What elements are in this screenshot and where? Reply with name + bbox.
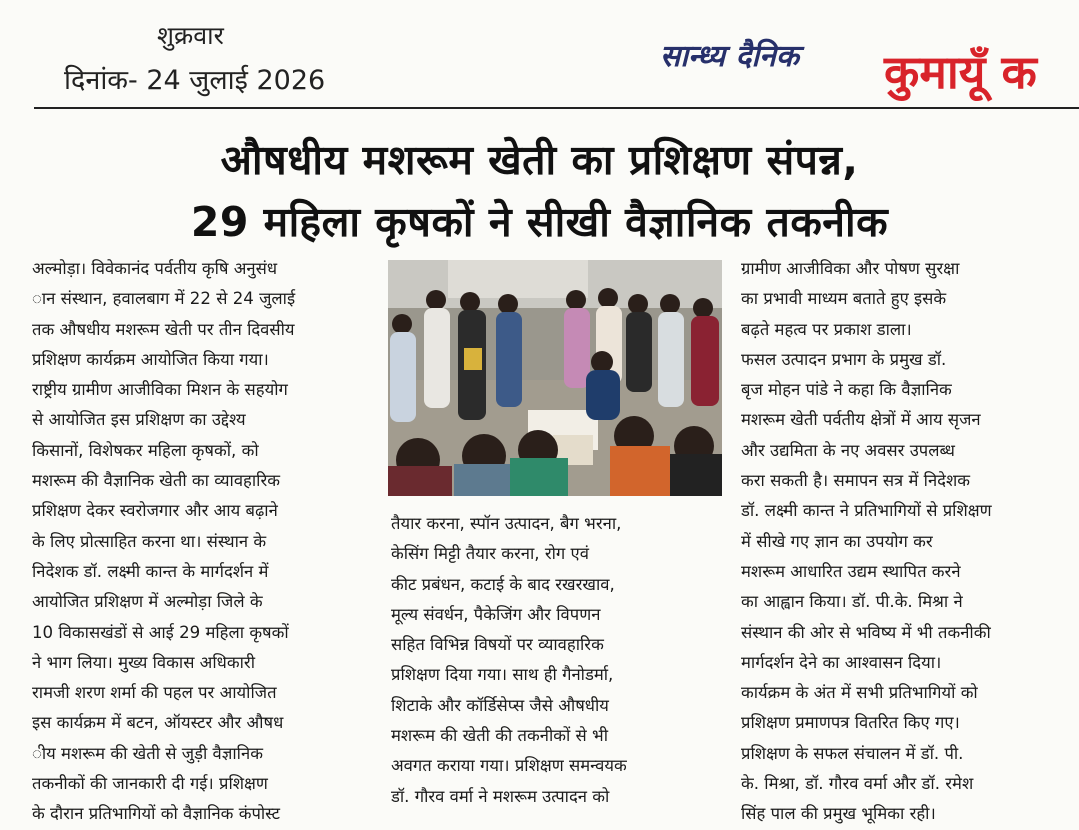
- article-column-3: [741, 254, 1057, 830]
- article-photo: [388, 260, 722, 496]
- text-line: मूल्य संवर्धन, पैकेजिंग और विपणन: [391, 604, 601, 624]
- text-line: के. मिश्रा, डॉ. गौरव वर्मा और डॉ. रमेश: [741, 774, 974, 794]
- text-line: कार्यक्रम के अंत में सभी प्रतिभागियों को: [741, 683, 978, 703]
- text-line: राष्ट्रीय ग्रामीण आजीविका मिशन के सहयोग: [32, 380, 288, 400]
- masthead-divider: [34, 107, 1079, 109]
- masthead-day: शुक्रवार: [157, 21, 224, 50]
- text-line: 10 विकासखंडों से आई 29 महिला कृषकों: [32, 622, 289, 642]
- text-line: अवगत कराया गया। प्रशिक्षण समन्वयक: [391, 756, 627, 776]
- text-line: प्रशिक्षण के सफल संचालन में डॉ. पी.: [741, 743, 964, 763]
- text-line: प्रशिक्षण देकर स्वरोजगार और आय बढ़ाने: [32, 501, 278, 521]
- training-group-photo: [388, 260, 722, 496]
- masthead-date: दिनांक- 24 जुलाई 2026: [64, 65, 326, 96]
- text-line: ने भाग लिया। मुख्य विकास अधिकारी: [32, 652, 255, 672]
- text-line: बृज मोहन पांडे ने कहा कि वैज्ञानिक: [741, 380, 952, 400]
- text-line: तकनीकों की जानकारी दी गई। प्रशिक्षण: [32, 774, 268, 794]
- text-line: किसानों, विशेषकर महिला कृषकों, को: [32, 440, 259, 460]
- newspaper-name: कुमायूँ क: [884, 45, 1037, 99]
- text-line: कीट प्रबंधन, कटाई के बाद रखरखाव,: [391, 574, 615, 594]
- text-line: मार्गदर्शन देने का आश्वासन दिया।: [741, 652, 942, 672]
- text-line: संस्थान की ओर से भविष्य में भी तकनीकी: [741, 622, 991, 642]
- headline-line-1: औषधीय मशरूम खेती का प्रशिक्षण संपन्न,: [220, 136, 859, 184]
- text-line: सहित विभिन्न विषयों पर व्यावहारिक: [391, 635, 604, 655]
- text-line: के दौरान प्रतिभागियों को वैज्ञानिक कंपोस्ट: [32, 804, 280, 824]
- text-line: तैयार करना, स्पॉन उत्पादन, बैग भरना,: [391, 514, 622, 533]
- text-line: ान संस्थान, हवालबाग में 22 से 24 जुलाई: [32, 289, 296, 309]
- text-line: सिंह पाल की प्रमुख भूमिका रही।: [741, 804, 936, 824]
- text-line: मशरूम आधारित उद्यम स्थापित करने: [741, 561, 961, 581]
- text-line: करा सकती है। समापन सत्र में निदेशक: [741, 471, 971, 491]
- text-line: और उद्यमिता के नए अवसर उपलब्ध: [741, 440, 955, 460]
- article-column-2: [391, 509, 705, 812]
- text-line: आयोजित प्रशिक्षण में अल्मोड़ा जिले के: [32, 592, 263, 612]
- text-line: मशरूम की वैज्ञानिक खेती का व्यावहारिक: [32, 471, 280, 491]
- text-line: का आह्वान किया। डॉ. पी.के. मिश्रा ने: [741, 592, 963, 612]
- text-line: का प्रभावी माध्यम बताते हुए इसके: [741, 289, 947, 309]
- text-line: के लिए प्रोत्साहित करना था। संस्थान के: [32, 531, 267, 551]
- text-line: ग्रामीण आजीविका और पोषण सुरक्षा: [741, 259, 960, 278]
- text-line: ीय मशरूम की खेती से जुड़ी वैज्ञानिक: [32, 743, 263, 763]
- text-line: से आयोजित इस प्रशिक्षण का उद्देश्य: [32, 410, 246, 430]
- text-line: प्रशिक्षण दिया गया। साथ ही गैनोडर्मा,: [391, 665, 614, 685]
- text-line: मशरूम खेती पर्वतीय क्षेत्रों में आय सृजन: [741, 410, 981, 430]
- article-column-1: [32, 254, 368, 830]
- text-line: फसल उत्पादन प्रभाग के प्रमुख डॉ.: [741, 349, 947, 369]
- text-line: में सीखे गए ज्ञान का उपयोग कर: [741, 531, 933, 551]
- headline-line-2: 29 महिला कृषकों ने सीखी वैज्ञानिक तकनीक: [190, 198, 889, 246]
- text-line: प्रशिक्षण प्रमाणपत्र वितरित किए गए।: [741, 713, 960, 733]
- text-line: अल्मोड़ा। विवेकानंद पर्वतीय कृषि अनुसंध: [32, 259, 278, 278]
- text-line: तक औषधीय मशरूम खेती पर तीन दिवसीय: [32, 319, 295, 339]
- newspaper-tagline: सान्ध्य दैनिक: [660, 39, 799, 74]
- text-line: केसिंग मिट्टी तैयार करना, रोग एवं: [391, 544, 589, 564]
- text-line: प्रशिक्षण कार्यक्रम आयोजित किया गया।: [32, 349, 269, 369]
- text-line: डॉ. गौरव वर्मा ने मशरूम उत्पादन को: [391, 786, 610, 806]
- text-line: इस कार्यक्रम में बटन, ऑयस्टर और औषध: [32, 713, 284, 733]
- text-line: मशरूम की खेती की तकनीकों से भी: [391, 726, 609, 746]
- text-line: निदेशक डॉ. लक्ष्मी कान्त के मार्गदर्शन में: [32, 561, 269, 581]
- text-line: बढ़ते महत्व पर प्रकाश डाला।: [741, 319, 912, 339]
- text-line: डॉ. लक्ष्मी कान्त ने प्रतिभागियों से प्रशिक्षण: [741, 501, 992, 521]
- text-line: रामजी शरण शर्मा की पहल पर आयोजित: [32, 683, 277, 703]
- text-line: शिटाके और कॉर्डिसेप्स जैसे औषधीय: [391, 695, 609, 715]
